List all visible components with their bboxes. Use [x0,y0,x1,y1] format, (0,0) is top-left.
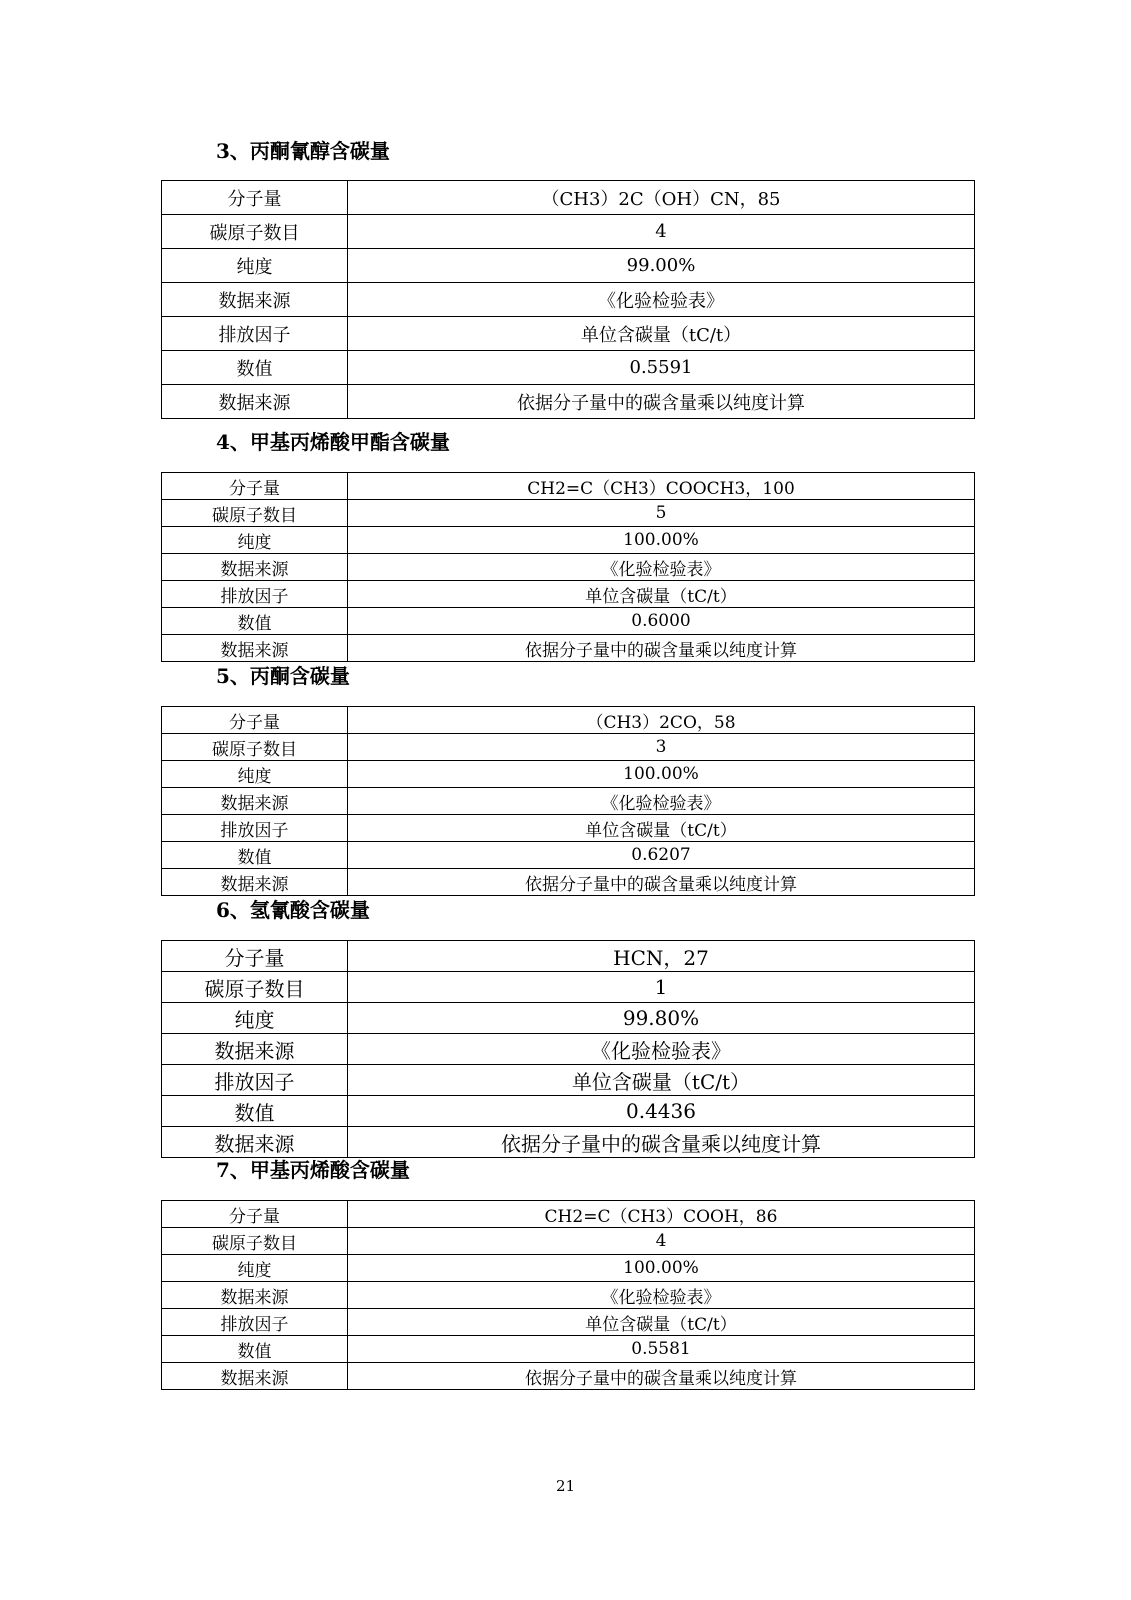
row-value: HCN，27 [348,941,975,972]
row-label: 数值 [162,842,348,869]
table-row [162,1096,975,1127]
row-value: 依据分子量中的碳含量乘以纯度计算 [348,869,975,896]
row-value: 单位含碳量（tC/t） [348,1309,975,1336]
row-label: 排放因子 [162,815,348,842]
table-row [162,734,975,761]
table-row [162,761,975,788]
row-value: 单位含碳量（tC/t） [348,815,975,842]
table-row [162,608,975,635]
table-row [162,1228,975,1255]
row-label: 数据来源 [162,554,348,581]
table-row [162,527,975,554]
row-value: 0.5581 [348,1336,975,1363]
emission-factor-table [161,472,975,662]
table-row [162,1065,975,1096]
table-row [162,635,975,662]
row-value: CH2=C（CH3）COOCH3，100 [348,473,975,500]
row-label: 数值 [162,1096,348,1127]
table-row [162,249,975,283]
row-label: 数据来源 [162,788,348,815]
table-row [162,788,975,815]
emission-factor-table [161,1200,975,1390]
table-row [162,1255,975,1282]
section-title: 5、丙酮含碳量 [216,664,350,688]
table-row [162,215,975,249]
table-row [162,283,975,317]
row-label: 分子量 [162,941,348,972]
table-row [162,1201,975,1228]
row-label: 碳原子数目 [162,1228,348,1255]
table-row [162,1003,975,1034]
row-value: CH2=C（CH3）COOH，86 [348,1201,975,1228]
table-row [162,1282,975,1309]
table-row [162,1309,975,1336]
row-label: 数据来源 [162,1363,348,1390]
row-value: 单位含碳量（tC/t） [348,317,975,351]
row-value: 0.6000 [348,608,975,635]
row-label: 纯度 [162,249,348,283]
row-label: 碳原子数目 [162,215,348,249]
table-row [162,1034,975,1065]
row-value: 依据分子量中的碳含量乘以纯度计算 [348,635,975,662]
section-title: 7、甲基丙烯酸含碳量 [216,1158,410,1182]
row-value: 99.00% [348,249,975,283]
row-label: 数值 [162,351,348,385]
table-row [162,351,975,385]
emission-factor-table [161,706,975,896]
row-value: 100.00% [348,527,975,554]
row-label: 纯度 [162,1003,348,1034]
table-row [162,869,975,896]
section-title: 4、甲基丙烯酸甲酯含碳量 [216,430,450,454]
row-label: 排放因子 [162,317,348,351]
table-row [162,385,975,419]
row-value: 《化验检验表》 [348,1282,975,1309]
row-value: 99.80% [348,1003,975,1034]
row-value: 依据分子量中的碳含量乘以纯度计算 [348,385,975,419]
row-label: 数据来源 [162,283,348,317]
row-value: 《化验检验表》 [348,1034,975,1065]
row-value: 《化验检验表》 [348,788,975,815]
emission-factor-table [161,180,975,419]
row-value: 0.6207 [348,842,975,869]
row-label: 数据来源 [162,635,348,662]
row-label: 排放因子 [162,1309,348,1336]
table-row [162,707,975,734]
row-label: 分子量 [162,707,348,734]
row-label: 数据来源 [162,1034,348,1065]
table-row [162,581,975,608]
row-value: 0.5591 [348,351,975,385]
row-label: 碳原子数目 [162,734,348,761]
table-row [162,1363,975,1390]
row-value: 4 [348,215,975,249]
table-row [162,473,975,500]
table-row [162,941,975,972]
row-label: 数值 [162,608,348,635]
table-row [162,842,975,869]
row-value: （CH3）2CO，58 [348,707,975,734]
emission-factor-table [161,940,975,1158]
table-row [162,317,975,351]
row-label: 数据来源 [162,1127,348,1158]
page-number: 21 [555,1477,576,1495]
row-label: 纯度 [162,1255,348,1282]
row-value: 1 [348,972,975,1003]
row-value: 单位含碳量（tC/t） [348,581,975,608]
row-label: 排放因子 [162,1065,348,1096]
row-value: 《化验检验表》 [348,283,975,317]
table-row [162,554,975,581]
row-value: 单位含碳量（tC/t） [348,1065,975,1096]
table-row [162,1336,975,1363]
row-label: 分子量 [162,181,348,215]
row-value: 《化验检验表》 [348,554,975,581]
table-row [162,181,975,215]
row-label: 数值 [162,1336,348,1363]
row-label: 碳原子数目 [162,972,348,1003]
row-value: 0.4436 [348,1096,975,1127]
row-value: 依据分子量中的碳含量乘以纯度计算 [348,1127,975,1158]
table-row [162,1127,975,1158]
row-label: 数据来源 [162,385,348,419]
row-label: 纯度 [162,761,348,788]
row-value: 4 [348,1228,975,1255]
table-row [162,815,975,842]
row-value: 3 [348,734,975,761]
row-value: 依据分子量中的碳含量乘以纯度计算 [348,1363,975,1390]
section-title: 6、氢氰酸含碳量 [216,898,370,922]
row-label: 数据来源 [162,1282,348,1309]
row-label: 碳原子数目 [162,500,348,527]
row-label: 分子量 [162,473,348,500]
row-label: 分子量 [162,1201,348,1228]
row-value: 100.00% [348,761,975,788]
section-title: 3、丙酮氰醇含碳量 [216,139,390,163]
row-value: 100.00% [348,1255,975,1282]
table-row [162,500,975,527]
row-label: 数据来源 [162,869,348,896]
row-value: （CH3）2C（OH）CN，85 [348,181,975,215]
row-label: 纯度 [162,527,348,554]
row-label: 排放因子 [162,581,348,608]
row-value: 5 [348,500,975,527]
table-row [162,972,975,1003]
